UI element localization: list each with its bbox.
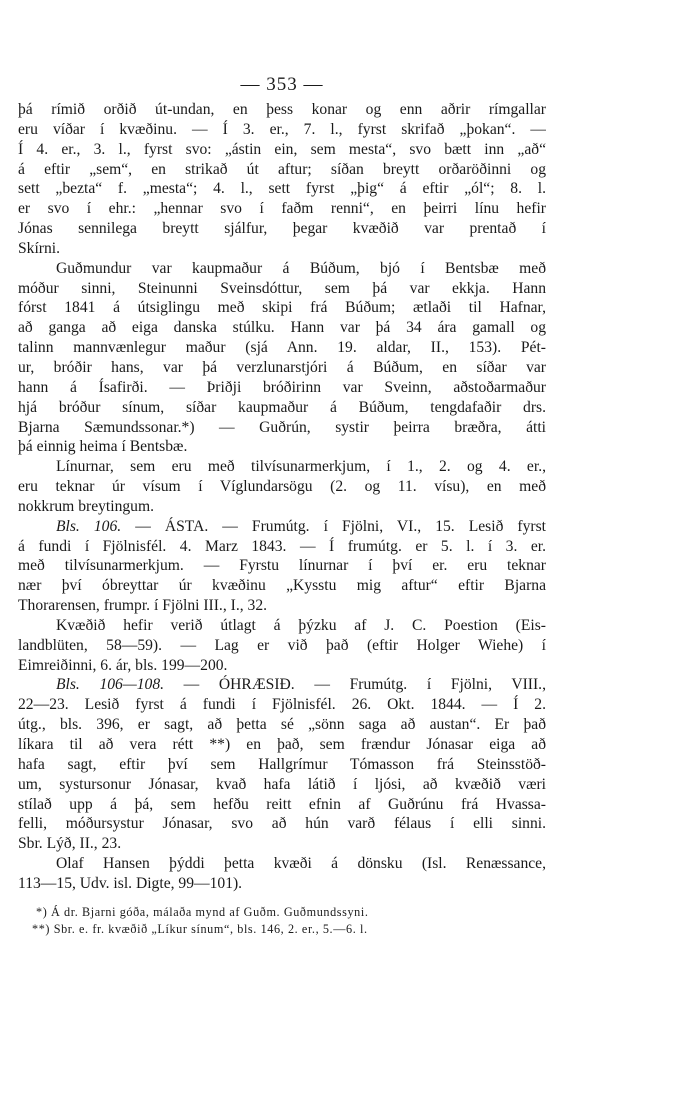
- footnote-1: *) Á dr. Bjarni góða, málaða mynd af Guðm. Guðmundssyni.: [36, 905, 369, 919]
- text-line: um, systursonur Jónasar, kvað hafa látið í ljósi, að kvæðið væri: [18, 775, 546, 793]
- text-line: Bls. 106—108. — ÓHRÆSIÐ. — Frumútg. í Fjölni, VIII.,: [56, 676, 546, 694]
- text-line: eru víðar í kvæðinu. — Í 3. er., 7. l., fyrst skrifað „þokan“. —: [18, 120, 546, 138]
- text-line: líkara til að vera rétt **) en það, sem frændur Jónasar eiga að: [18, 736, 546, 753]
- text-line: á eftir „sem“, en strikað út aftur; síðan breytt orðaröðinni og: [18, 160, 546, 178]
- text-line: á fundi í Fjölnisfél. 4. Marz 1843. — Í frumútg. er 5. l. í 3. er.: [18, 537, 546, 555]
- text-line: ur, bróðir hans, var þá verzlunarstjóri á Búðum, en síðar var: [18, 358, 546, 376]
- text-line: hann á Ísafirði. — Þriðji bróðirinn var Sveinn, aðstoðarmaður: [18, 378, 546, 396]
- text-line: Thorarensen, frumpr. í Fjölni III., I., 32.: [18, 597, 268, 615]
- text-line: Í 4. er., 3. l., fyrst svo: „ástin ein, sem mesta“, svo bætt inn „að“: [18, 140, 546, 158]
- text-line: Eimreiðinni, 6. ár, bls. 199—200.: [18, 656, 228, 674]
- text-line: Sbr. Lýð, II., 23.: [18, 835, 122, 853]
- text-line: felli, móðursystur Jónasar, svo að hún varð félaus í elli sinni.: [18, 815, 546, 833]
- text-line: nær því óbreyttar úr kvæðinu „Kysstu mig aftur“ eftir Bjarna: [18, 577, 546, 595]
- reference-label: Bls. 106—108.: [56, 676, 165, 694]
- text-line: eru teknar úr vísum í Víglundarsögu (2. og 11. vísu), en með: [18, 478, 546, 496]
- text-line: talinn mannvænlegur maður (sjá Ann. 19. aldar, II., 153). Pét-: [18, 339, 546, 357]
- text-line: með tilvísunarmerkjum. — Fyrstu línurnar í því er. eru teknar: [18, 557, 546, 575]
- text-line: Jónas sennilega breytt sjálfur, þegar kvæðið var prentað í: [18, 220, 546, 238]
- text-line: hjá bróður sínum, síðar kaupmaður á Búðum, tengdafaðir drs.: [18, 398, 546, 416]
- page-number: — 353 —: [240, 74, 324, 95]
- text-line: Skírni.: [18, 239, 61, 257]
- text-line: fórst 1841 á útsiglingu með skipi frá Búðum; ætlaði til Hafnar,: [18, 299, 546, 317]
- footnote-2: **) Sbr. e. fr. kvæðið „Líkur sínum“, bls. 146, 2. er., 5.—6. l.: [32, 922, 368, 936]
- text-line: Línurnar, sem eru með tilvísunarmerkjum, í 1., 2. og 4. er.,: [56, 458, 546, 476]
- text-line: 113—15, Udv. isl. Digte, 99—101).: [18, 874, 243, 892]
- text-line: móður sinni, Steinunni Sveinsdóttur, sem þá var ekkja. Hann: [18, 279, 546, 297]
- text-line: Bls. 106. — ÁSTA. — Frumútg. í Fjölni, VI., 15. Lesið fyrst: [56, 517, 546, 535]
- text-line: Olaf Hansen þýddi þetta kvæði á dönsku (Isl. Renæssance,: [56, 855, 546, 873]
- text-line: að ganga að eiga danska stúlku. Hann var þá 34 ára gamall og: [18, 319, 546, 337]
- text-line: útg., bls. 396, er sagt, að þetta sé „sönn saga að austan“. Er það: [18, 716, 546, 734]
- text-line: nokkrum breytingum.: [18, 497, 154, 515]
- body-text: [18, 100, 546, 894]
- text-line: er svo í ehr.: „hennar svo í faðm renni“, en þeirri línu hefir: [18, 200, 546, 218]
- text-line: hafa sagt, eftir því sem Hallgrímur Tómasson frá Steinsstöð-: [18, 755, 546, 773]
- reference-label: Bls. 106.: [56, 517, 122, 535]
- text-line: landblüten, 58—59). — Lag er við það (eftir Holger Wiehe) í: [18, 636, 546, 654]
- footnotes: [18, 904, 546, 938]
- text-line: 22—23. Lesið fyrst á fundi í Fjölnisfél. 26. Okt. 1844. — Í 2.: [18, 696, 546, 714]
- text-line: stílað upp á þá, sem hefðu reitt efnin af Guðrúnu frá Hvassa-: [18, 795, 546, 813]
- text-line: Kvæðið hefir verið útlagt á þýzku af J. C. Poestion (Eis-: [56, 616, 546, 634]
- text-line: þá rímið orðið út-undan, en þess konar og enn aðrir rímgallar: [18, 101, 546, 118]
- text-line: sett „bezta“ f. „mesta“; 4. l., sett fyrst „þig“ á eftir „ól“; 8. l.: [18, 180, 546, 198]
- text-line: þá einnig heima í Bentsbæ.: [18, 438, 188, 456]
- text-line: Bjarna Sæmundssonar.*) — Guðrún, systir þeirra bræðra, átti: [18, 418, 546, 436]
- text-line: Guðmundur var kaupmaður á Búðum, bjó í Bentsbæ með: [56, 259, 546, 277]
